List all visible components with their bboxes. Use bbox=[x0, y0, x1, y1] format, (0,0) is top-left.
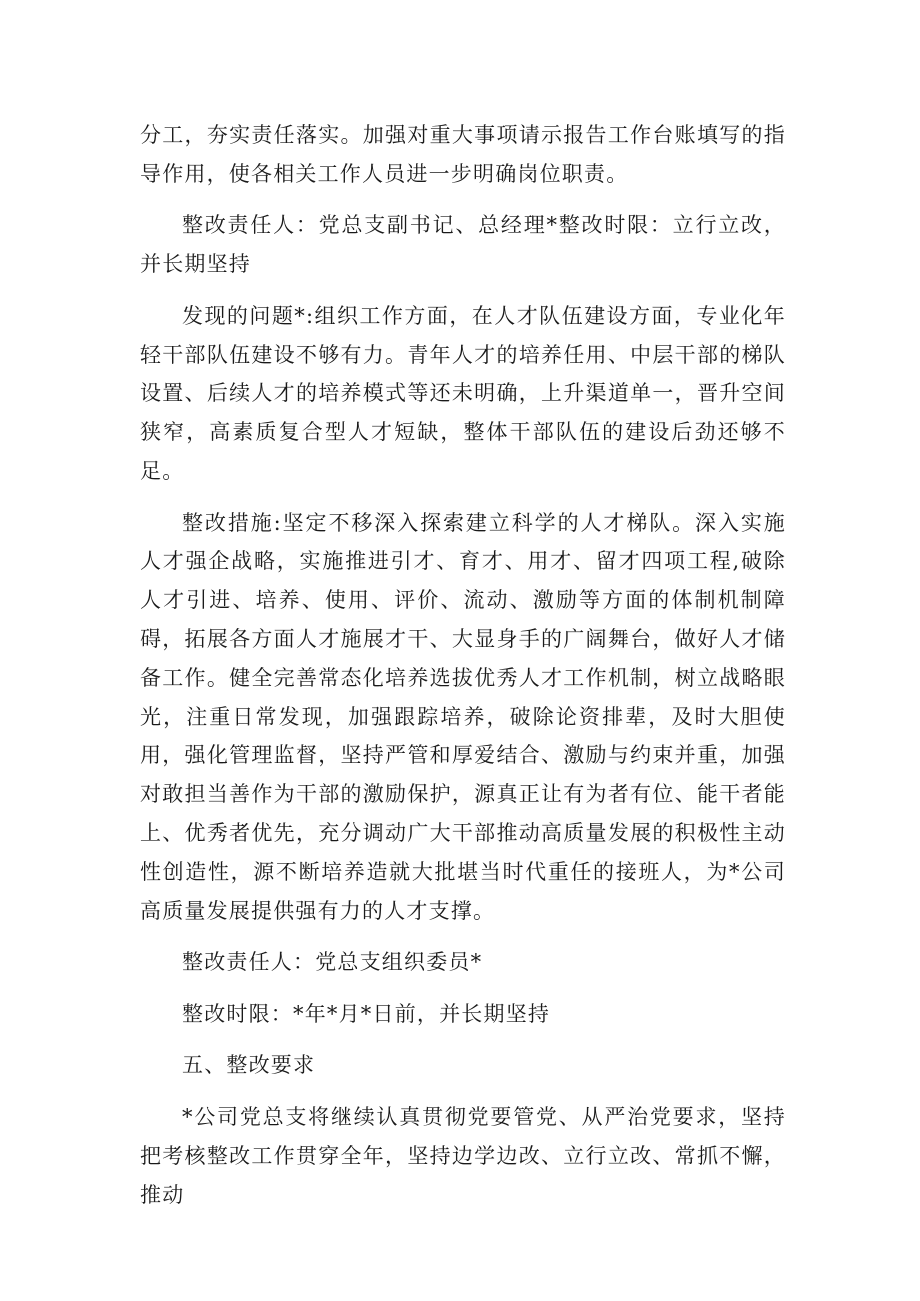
paragraph-requirements: *公司党总支将继续认真贯彻党要管党、从严治党要求，坚持把考核整改工作贯穿全年，坚持边学边改、立行立改、常抓不懈，推动 bbox=[140, 1104, 786, 1207]
document-body bbox=[140, 116, 786, 1227]
paragraph-responsible-person-1: 整改责任人：党总支副书记、总经理*整改时限：立行立改，并长期坚持 bbox=[140, 213, 786, 277]
paragraph-deadline: 整改时限：*年*月*日前，并长期坚持 bbox=[182, 1001, 551, 1026]
paragraph-rectification-measures: 整改措施:坚定不移深入探索建立科学的人才梯队。深入实施人才强企战略，实施推进引才、育才、用才、留才四项工程,破除人才引进、培养、使用、评价、流动、激励等方面的体制机制障碍，拓展各方面人才施展才干、大显身手的广阔舞台，做好人才储备工作。健全完善常态化培养选拔优秀人才工作机制，树立战略眼光，注重日常发现，加强跟踪培养，破除论资排辈，及时大胆使用，强化管理监督，坚持严管和厚爱结合、激励与约束并重，加强对敢担当善作为干部的激励保护，源真正让有为者有位、能干者能上、优秀者优先，充分调动广大干部推动高质量发展的积极性主动性创造性，源不断培养造就大批堪当时代重任的接班人，为*公司高质量发展提供强有力的人才支撑。 bbox=[140, 510, 786, 923]
paragraph-continued: 分工，夯实责任落实。加强对重大事项请示报告工作台账填写的指导作用，使各相关工作人员进一步明确岗位职责。 bbox=[140, 123, 786, 186]
paragraph-problem-found: 发现的问题*:组织工作方面，在人才队伍建设方面，专业化年轻干部队伍建设不够有力。青年人才的培养任用、中层干部的梯队设置、后续人才的培养模式等还未明确，上升渠道单一，晋升空间狭窄，高素质复合型人才短缺，整体干部队伍的建设后劲还够不足。 bbox=[140, 303, 786, 483]
section-heading: 五、整改要求 bbox=[182, 1053, 316, 1078]
paragraph-responsible-person-2: 整改责任人：党总支组织委员* bbox=[182, 950, 483, 975]
